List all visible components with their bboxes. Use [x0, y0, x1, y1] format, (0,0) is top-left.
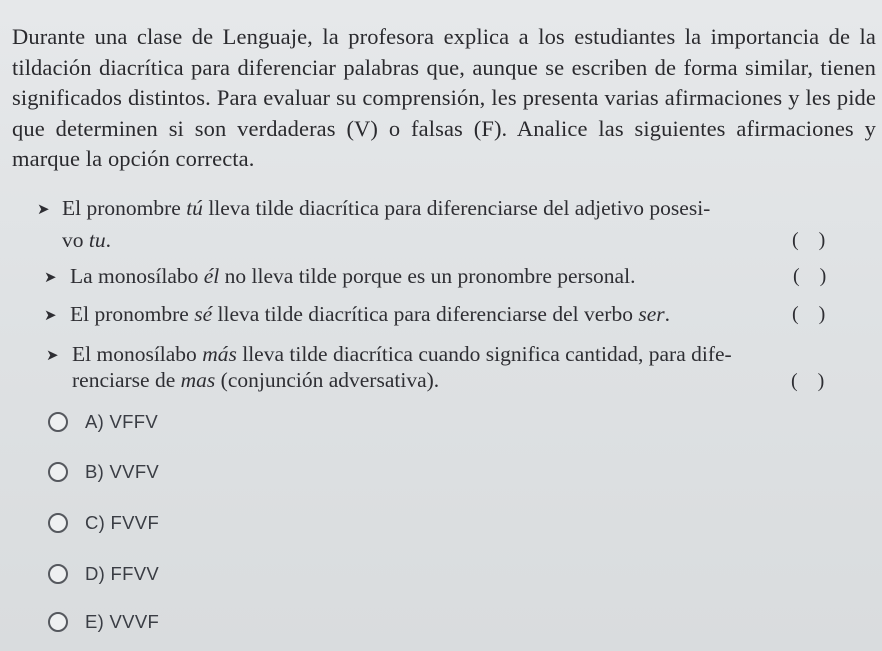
radio-button-icon[interactable] [48, 513, 68, 533]
statement-1-word: tú [186, 196, 203, 220]
statement-4-text-end: lleva tilde diacrítica cuando significa cantidad, para dife- [236, 342, 732, 366]
bullet-arrow-icon: ➤ [44, 268, 57, 286]
option-d-label: D) FFVV [85, 563, 160, 584]
statement-4-answer-blank: ( ) [791, 370, 825, 392]
statement-1-text-2: vo [62, 228, 89, 252]
bullet-arrow-icon: ➤ [46, 346, 59, 364]
radio-button-icon[interactable] [48, 612, 68, 632]
option-d[interactable] [48, 561, 159, 587]
statement-1-word-2: tu [88, 228, 106, 252]
statement-4-word-2: mas [180, 368, 216, 392]
statement-2-text-end: no lleva tilde porque es un pronombre personal. [219, 264, 636, 288]
statement-2-word: él [203, 264, 220, 288]
radio-button-icon[interactable] [48, 564, 68, 584]
statement-2 [70, 262, 635, 290]
statement-4-text-2-end: (conjunción adversativa). [215, 368, 440, 392]
statement-3-word-2: ser [638, 302, 665, 326]
statement-3 [70, 300, 670, 328]
bullet-arrow-icon: ➤ [44, 306, 57, 324]
option-a-label: A) VFFV [85, 411, 159, 432]
option-c-label: C) FVVF [85, 512, 160, 533]
statement-3-answer-blank: ( ) [792, 303, 826, 325]
statement-2-text: La monosílabo [70, 264, 204, 288]
statement-1-text-end: lleva tilde diacrítica para diferenciarse del adjetivo posesi- [202, 196, 711, 220]
statement-1-continuation [62, 226, 111, 254]
statement-4 [72, 340, 862, 368]
statement-3-text-end: . [664, 302, 670, 326]
statement-4-continuation [72, 366, 439, 394]
statement-4-text-2: renciarse de [72, 368, 181, 392]
statement-1-text-2-end: . [105, 228, 111, 252]
statement-2-answer-blank: ( ) [793, 265, 827, 287]
statement-1-text: El pronombre [62, 196, 187, 220]
statement-4-word: más [202, 342, 237, 366]
statement-4-text: El monosílabo [72, 342, 203, 366]
bullet-arrow-icon: ➤ [37, 200, 50, 218]
option-c[interactable] [48, 510, 159, 536]
statement-1 [62, 194, 862, 222]
option-e[interactable] [48, 609, 159, 635]
option-a[interactable] [48, 409, 158, 435]
statement-3-text: El pronombre [70, 302, 195, 326]
statement-1-answer-blank: ( ) [792, 229, 826, 251]
option-b[interactable] [48, 459, 159, 485]
radio-button-icon[interactable] [48, 412, 68, 432]
question-text: Durante una clase de Lenguaje, la profesora explica a los estudiantes la importancia de la tildación diacrítica para diferenciar palabras que, aunque se escriben de forma similar, tienen significados distintos. Para evaluar su comprensión, les presenta varias afirmaciones y les pide que determinen si son verdaderas (V) o falsas (F). Analice las siguientes afirmaciones y marque la opción correcta. [12, 24, 876, 171]
radio-button-icon[interactable] [48, 462, 68, 482]
statement-3-text-mid: lleva tilde diacrítica para diferenciarse del verbo [212, 302, 639, 326]
statement-3-word: sé [194, 302, 213, 326]
option-e-label: E) VVVF [85, 611, 160, 632]
option-b-label: B) VVFV [85, 461, 160, 482]
